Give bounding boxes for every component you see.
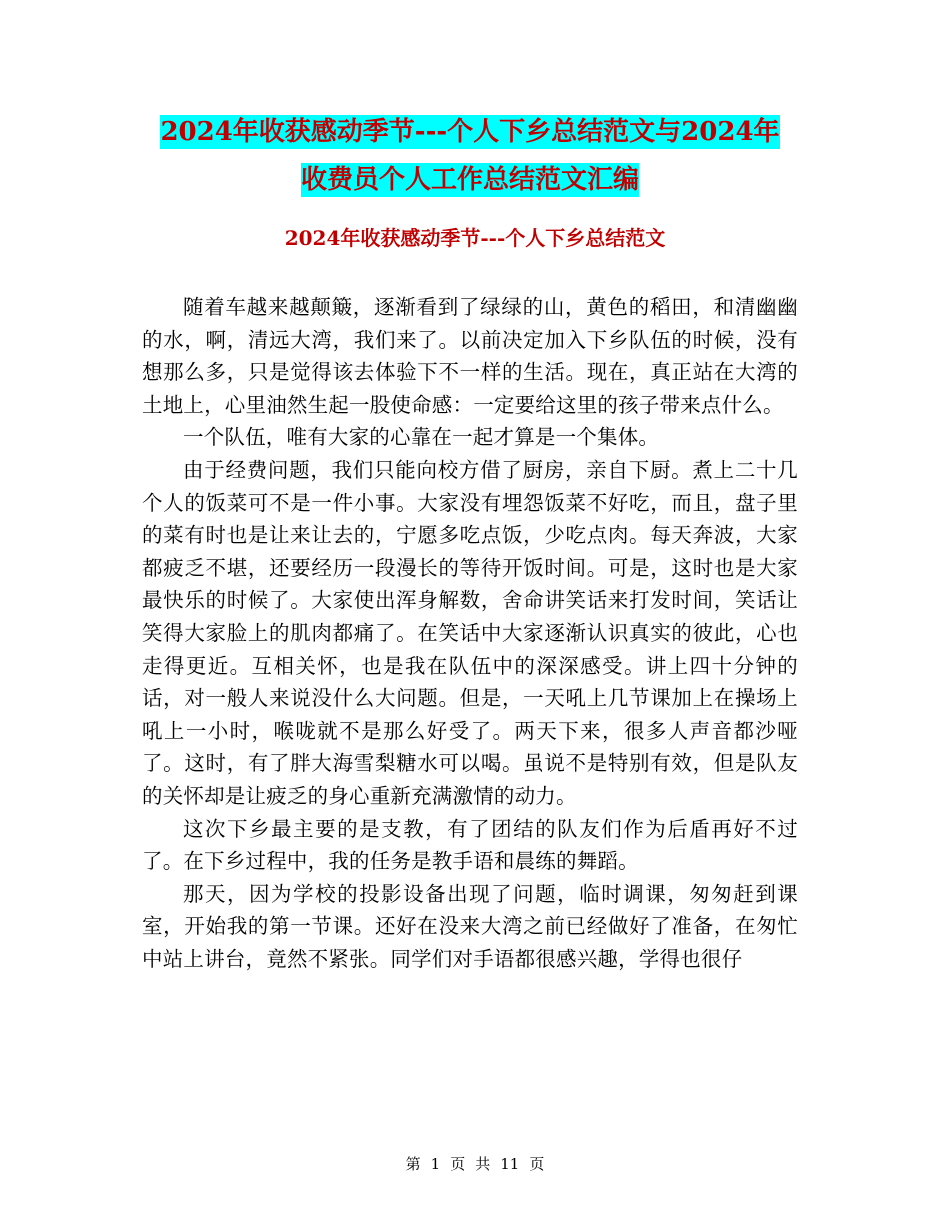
document-body <box>142 291 798 975</box>
footer-prefix: 第 <box>405 1155 421 1173</box>
paragraph-1: 随着车越来越颠簸，逐渐看到了绿绿的山，黄色的稻田，和清幽幽的水，啊，清远大湾，我们来了。以前决定加入下乡队伍的时候，没有想那么多，只是觉得该去体验下不一样的生活。现在，真正站在大湾的土地上，心里油然生起一股使命感：一定要给这里的孩子带来点什么。 <box>142 295 798 417</box>
paragraph-3: 由于经费问题，我们只能向校方借了厨房，亲自下厨。煮上二十几个人的饭菜可不是一件小事。大家没有埋怨饭菜不好吃，而且，盘子里的菜有时也是让来让去的，宁愿多吃点饭，少吃点肉。每天奔波，大家都疲乏不堪，还要经历一段漫长的等待开饭时间。可是，这时也是大家最快乐的时候了。大家使出浑身解数，舍命讲笑话来打发时间，笑话让笑得大家脸上的肌肉都痛了。在笑话中大家逐渐认识真实的彼此，心也走得更近。互相关怀，也是我在队伍中的深深感受。讲上四十分钟的话，对一般人来说没什么大问题。但是，一天吼上几节课加上在操场上吼上一小时，喉咙就不是那么好受了。两天下来，很多人声音都沙哑了。这时，有了胖大海雪梨糖水可以喝。虽说不是特别有效，但是队友的关怀却是让疲乏的身心重新充满激情的动力。 <box>142 457 798 808</box>
paragraph-2: 一个队伍，唯有大家的心靠在一起才算是一个集体。 <box>183 425 660 450</box>
footer-suffix: 页 <box>529 1155 545 1173</box>
paragraph-5: 那天，因为学校的投影设备出现了问题，临时调课，匆匆赶到课室，开始我的第一节课。还好在没来大湾之前已经做好了准备，在匆忙中站上讲台，竟然不紧张。同学们对手语都很感兴趣，学得也很仔 <box>142 881 798 971</box>
footer-total-label: 共 <box>475 1155 491 1173</box>
document-title-line-1: 2024年收获感动季节---个人下乡总结范文与2024年 <box>160 117 780 147</box>
document-title <box>120 108 820 204</box>
page-footer <box>0 1152 950 1176</box>
section-title: 2024年收获感动季节---个人下乡总结范文 <box>284 226 666 250</box>
footer-page-label: 页 <box>450 1155 466 1173</box>
footer-total-pages: 11 <box>500 1155 520 1173</box>
paragraph-4: 这次下乡最主要的是支教，有了团结的队友们作为后盾再好不过了。在下乡过程中，我的任务是教手语和晨练的舞蹈。 <box>142 816 798 874</box>
document-title-line-2: 收费员个人工作总结范文汇编 <box>300 165 639 195</box>
footer-current-page: 1 <box>430 1155 441 1173</box>
